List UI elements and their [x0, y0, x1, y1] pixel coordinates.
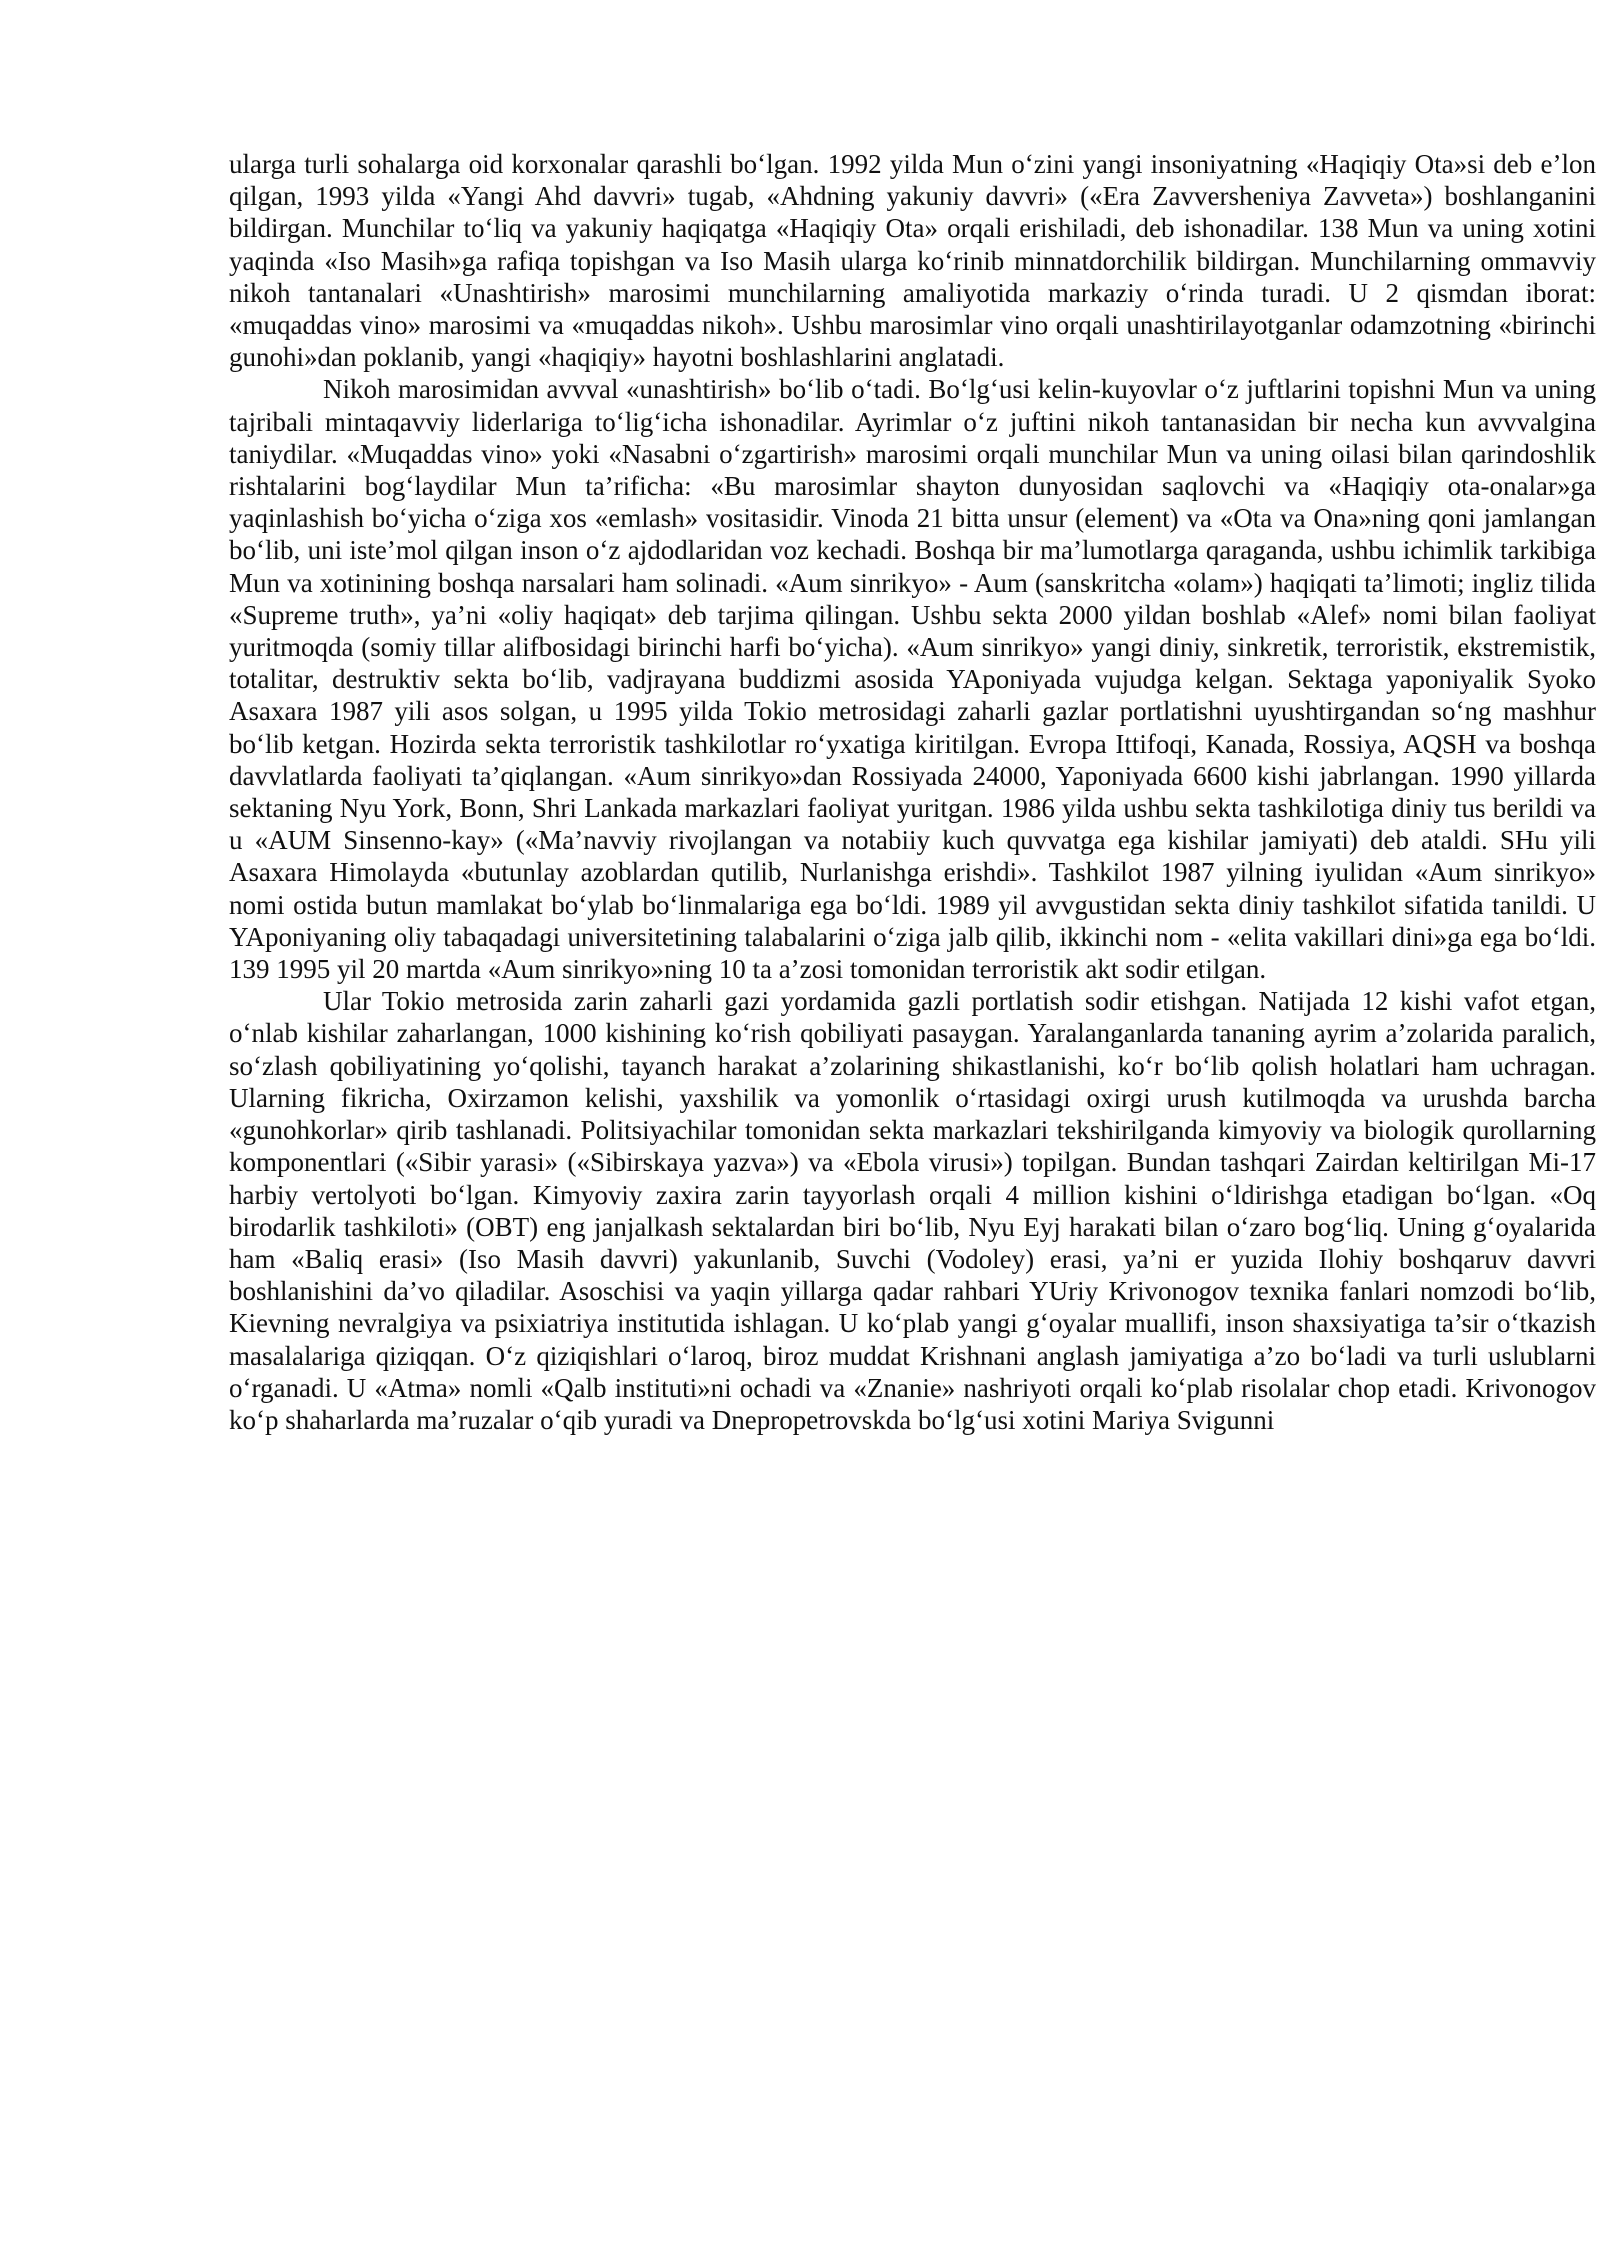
- paragraph-1: ularga turli sohalarga oid korxonalar qarashli bo‘lgan. 1992 yilda Mun o‘zini yangi insoniyatning «Haqiqiy Ota»si deb e’lon qilgan, 1993 yilda «Yangi Ahd davvri» tugab, «Ahdning yakuniy davvri» («Era Zavversheniya Zavveta») boshlanganini bildirgan. Munchilar to‘liq va yakuniy haqiqatga «Haqiqiy Ota» orqali erishiladi, deb ishonadilar. 138 Mun va uning xotini yaqinda «Iso Masih»ga rafiqa topishgan va Iso Masih ularga ko‘rinib minnatdorchilik bildirgan. Munchilarning ommavviy nikoh tantanalari «Unashtirish» marosimi munchilarning amaliyotida markaziy o‘rinda turadi. U 2 qismdan iborat: «muqaddas vino» marosimi va «muqaddas nikoh». Ushbu marosimlar vino orqali unashtirilayotganlar odamzotning «birinchi gunohi»dan poklanib, yangi «haqiqiy» hayotni boshlashlarini anglatadi.: [229, 149, 1596, 373]
- document-body: [229, 148, 1596, 1436]
- paragraph-2: Nikoh marosimidan avvval «unashtirish» bo‘lib o‘tadi. Bo‘lg‘usi kelin-kuyovlar o‘z juftlarini topishni Mun va uning tajribali mintaqavviy liderlariga to‘lig‘icha ishonadilar. Ayrimlar o‘z juftini nikoh tantanasidan bir necha kun avvvalgina taniydilar. «Muqaddas vino» yoki «Nasabni o‘zgartirish» marosimi orqali munchilar Mun va uning oilasi bilan qarindoshlik rishtalarini bog‘laydilar Mun ta’rificha: «Bu marosimlar shayton dunyosidan saqlovchi va «Haqiqiy ota-onalar»ga yaqinlashish bo‘yicha o‘ziga xos «emlash» vositasidir. Vinoda 21 bitta unsur (element) va «Ota va Ona»ning qoni jamlangan bo‘lib, uni iste’mol qilgan inson o‘z ajdodlaridan voz kechadi. Boshqa bir ma’lumotlarga qaraganda, ushbu ichimlik tarkibiga Mun va xotinining boshqa narsalari ham solinadi. «Aum sinrikyo» - Aum (sanskritcha «olam») haqiqati ta’limoti; ingliz tilida «Supreme truth», ya’ni «oliy haqiqat» deb tarjima qilingan. Ushbu sekta 2000 yildan boshlab «Alef» nomi bilan faoliyat yuritmoqda (somiy tillar alifbosidagi birinchi harfi bo‘yicha). «Aum sinrikyo» yangi diniy, sinkretik, terroristik, ekstremistik, totalitar, destruktiv sekta bo‘lib, vadjrayana buddizmi asosida YAponiyada vujudga kelgan. Sektaga yaponiyalik Syoko Asaxara 1987 yili asos solgan, u 1995 yilda Tokio metrosidagi zaharli gazlar portlatishni uyushtirgandan so‘ng mashhur bo‘lib ketgan. Hozirda sekta terroristik tashkilotlar ro‘yxatiga kiritilgan. Evropa Ittifoqi, Kanada, Rossiya, AQSH va boshqa davvlatlarda faoliyati ta’qiqlangan. «Aum sinrikyo»dan Rossiyada 24000, Yaponiyada 6600 kishi jabrlangan. 1990 yillarda sektaning Nyu York, Bonn, Shri Lankada markazlari faoliyat yuritgan. 1986 yilda ushbu sekta tashkilotiga diniy tus berildi va u «AUM Sinsenno-kay» («Ma’navviy rivojlangan va notabiiy kuch quvvatga ega kishilar jamiyati) deb ataldi. SHu yili Asaxara Himolayda «butunlay azoblardan qutilib, Nurlanishga erishdi». Tashkilot 1987 yilning iyulidan «Aum sinrikyo» nomi ostida butun mamlakat bo‘ylab bo‘linmalariga ega bo‘ldi. 1989 yil avvgustidan sekta diniy tashkilot sifatida tanildi. U YAponiyaning oliy tabaqadagi universitetining talabalarini o‘ziga jalb qilib, ikkinchi nom - «elita vakillari dini»ga ega bo‘ldi. 139 1995 yil 20 martda «Aum sinrikyo»ning 10 ta a’zosi tomonidan terroristik akt sodir etilgan.: [229, 374, 1596, 985]
- paragraph-3: Ular Tokio metrosida zarin zaharli gazi yordamida gazli portlatish sodir etishgan. Natijada 12 kishi vafot etgan, o‘nlab kishilar zaharlangan, 1000 kishining ko‘rish qobiliyati pasaygan. Yaralanganlarda tananing ayrim a’zolarida paralich, so‘zlash qobiliyatining yo‘qolishi, tayanch harakat a’zolarining shikastlanishi, ko‘r bo‘lib qolish holatlari ham uchragan. Ularning fikricha, Oxirzamon kelishi, yaxshilik va yomonlik o‘rtasidagi oxirgi urush kutilmoqda va urushda barcha «gunohkorlar» qirib tashlanadi. Politsiyachilar tomonidan sekta markazlari tekshirilganda kimyoviy va biologik qurollarning komponentlari («Sibir yarasi» («Sibirskaya yazva») va «Ebola virusi») topilgan. Bundan tashqari Zairdan keltirilgan Mi-17 harbiy vertolyoti bo‘lgan. Kimyoviy zaxira zarin tayyorlash orqali 4 million kishini o‘ldirishga etadigan bo‘lgan. «Oq birodarlik tashkiloti» (OBT) eng janjalkash sektalardan biri bo‘lib, Nyu Eyj harakati bilan o‘zaro bog‘liq. Uning g‘oyalarida ham «Baliq erasi» (Iso Masih davvri) yakunlanib, Suvchi (Vodoley) erasi, ya’ni er yuzida Ilohiy boshqaruv davvri boshlanishini da’vo qiladilar. Asoschisi va yaqin yillarga qadar rahbari YUriy Krivonogov texnika fanlari nomzodi bo‘lib, Kievning nevralgiya va psixiatriya institutida ishlagan. U ko‘plab yangi g‘oyalar muallifi, inson shaxsiyatiga ta’sir o‘tkazish masalalariga qiziqqan. O‘z qiziqishlari o‘laroq, biroz muddat Krishnani anglash jamiyatiga a’zo bo‘ladi va turli uslublarni o‘rganadi. U «Atma» nomli «Qalb instituti»ni ochadi va «Znanie» nashriyoti orqali ko‘plab risolalar chop etadi. Krivonogov ko‘p shaharlarda ma’ruzalar o‘qib yuradi va Dnepropetrovskda bo‘lg‘usi xotini Mariya Svigunni: [229, 986, 1596, 1435]
